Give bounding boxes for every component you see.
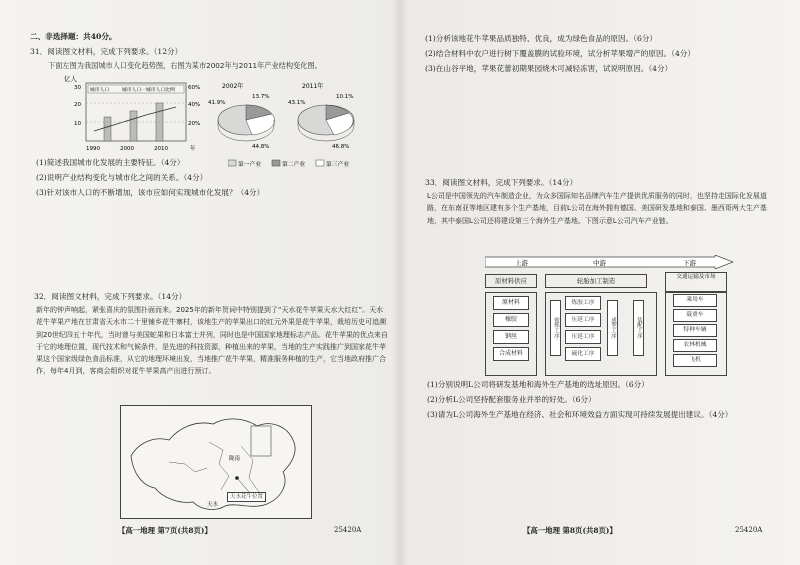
q31-sub1: (1)简述我国城市化发展的主要特征。（4分） bbox=[36, 158, 185, 167]
q31-stem: 31．阅读图文材料，完成下列要求。（12分） bbox=[30, 47, 183, 56]
svg-text:中游: 中游 bbox=[593, 259, 606, 267]
q32-paragraph: 新年的钟声响起，紧张喜庆的氛围扑面而来。2025年的新年贺词中特别提到了“天水花牛苹果天水大红红”。天水花牛苹果产地在甘肃省天水市二十里铺乡花牛寨村，该地生产的苹果出口的红元外果是花牛苹果，栽培历史可追溯到20世纪四五十年代，当时曾与美国蛇果和日本富士并列，同时也是中国国家地理标志产品。花牛苹果的优点来自于它的地理位置，现代技术和气候条件，是先进的科技资源，种植出来的苹果，当地的生产实践推广到国家花牛苹果这个国家级绿色食品标准，从它的地理环境出发，当地推广花牛苹果，精准服务种植的生产，它当地政府推广合作，每年4月到，客商会组织对花牛苹果高产出进行预订。 bbox=[36, 306, 388, 376]
material-item: 原材料 bbox=[493, 296, 529, 310]
process-item: 压延工序 bbox=[565, 313, 601, 327]
market-item: 飞机 bbox=[673, 354, 717, 367]
side-process: 装配工序 bbox=[633, 300, 644, 356]
svg-text:40%: 40% bbox=[188, 102, 201, 108]
side-process: 密炼工序 bbox=[550, 300, 561, 356]
supply-chain-arrow bbox=[485, 255, 735, 269]
svg-text:10: 10 bbox=[74, 121, 81, 127]
svg-text:2011年: 2011年 bbox=[302, 83, 324, 90]
q32-sub1: (1)分析该地花牛苹果品质独特、优良，成为绿色食品的原因。（6分） bbox=[425, 34, 658, 43]
svg-text:陇南: 陇南 bbox=[229, 456, 241, 462]
svg-text:1990: 1990 bbox=[86, 146, 100, 152]
svg-text:第一产业: 第一产业 bbox=[238, 162, 262, 168]
footer-code-left: 25420A bbox=[334, 526, 362, 534]
q31-sub3: (3)针对该市人口的不断增加，该市应如何实现城市化发展？（4分） bbox=[36, 188, 265, 197]
svg-text:年: 年 bbox=[190, 146, 196, 152]
bar-1990 bbox=[104, 117, 111, 141]
col2-title: 轮胎加工制造 bbox=[545, 274, 647, 288]
svg-text:30: 30 bbox=[74, 85, 81, 91]
col3-title: 交通运输及市场 bbox=[665, 272, 727, 292]
footer-page8: 【高一地理 第8页(共8页)】 bbox=[523, 526, 617, 535]
urban-population-chart bbox=[64, 73, 209, 153]
svg-text:第三产业: 第三产业 bbox=[326, 162, 350, 168]
map-location-label: 天水花牛位置 bbox=[227, 492, 266, 502]
page-8 bbox=[405, 0, 795, 565]
market-item: 乘用车 bbox=[673, 294, 717, 307]
q33-stem: 33．阅读图文材料，完成下列要求。（14分） bbox=[425, 178, 578, 187]
q32-stem: 32．阅读图文材料，完成下列要求。（14分） bbox=[34, 292, 187, 301]
footer-page7: 【高一地理 第7页(共8页)】 bbox=[118, 526, 212, 535]
material-item: 合成材料 bbox=[493, 347, 529, 361]
svg-text:城市人口一城市人口比例: 城市人口一城市人口比例 bbox=[122, 88, 175, 93]
pie-legend bbox=[228, 158, 368, 170]
footer-code-right: 25420A bbox=[735, 526, 763, 534]
q33-paragraph: L公司是中国领先的汽车制造企业，为众多国际知名品牌汽车生产提供优质服务的同时，也坚持走国际化发展道路，在东南亚等地区建有多个生产基地，目前L公司在海外拥有德国、美国研发基地和泰国、墨西哥两大生产基地，其中泰国L公司还将建设第三个海外生产基地。下图示意L公司汽车产业链。 bbox=[427, 192, 767, 225]
svg-text:10.1%: 10.1% bbox=[336, 94, 354, 100]
market-item: 农林机械 bbox=[673, 339, 717, 352]
svg-text:城市人口: 城市人口 bbox=[90, 88, 110, 93]
svg-text:46.8%: 46.8% bbox=[332, 144, 350, 150]
q31-sub2: (2)说明产业结构变化与城市化之间的关系。（4分） bbox=[36, 173, 208, 182]
section-title: 二、非选择题：共40分。 bbox=[30, 32, 117, 41]
svg-text:60%: 60% bbox=[188, 85, 201, 91]
q33-sub3: (3)请为L公司海外生产基地在经济、社会和环境效益方面实现可持续发展提出建议。（4分） bbox=[427, 410, 733, 419]
svg-text:41.9%: 41.9% bbox=[208, 100, 226, 106]
svg-text:44.8%: 44.8% bbox=[252, 144, 270, 150]
col1-title: 原材料供应 bbox=[485, 274, 537, 288]
svg-text:13.7%: 13.7% bbox=[252, 94, 270, 100]
market-item: 载重车 bbox=[673, 309, 717, 322]
process-item: 炼胶工序 bbox=[565, 296, 601, 310]
svg-text:上游: 上游 bbox=[515, 259, 528, 267]
svg-text:2002年: 2002年 bbox=[222, 83, 244, 90]
svg-text:20%: 20% bbox=[188, 121, 201, 127]
q32-sub2: (2)结合材料中农户进行树下覆盖膜的试验环境，试分析苹果增产的原因。（4分） bbox=[425, 49, 695, 58]
q33-sub2: (2)分析L公司坚持配套服务业并举的好处。（6分） bbox=[427, 395, 596, 404]
q32-sub3: (3)在山谷平地，苹果花蕾初期果园烧木可减轻冻害，试说明原因。（4分） bbox=[425, 64, 673, 73]
svg-text:2000: 2000 bbox=[120, 146, 134, 152]
material-item: 橡胶 bbox=[493, 313, 529, 327]
market-item: 特种车辆 bbox=[673, 324, 717, 337]
bar-2000 bbox=[130, 111, 137, 141]
industry-structure-pies bbox=[208, 80, 368, 158]
q31-intro: 下面左图为我国城市人口变化趋势图，右图为某市2002年与2011年产业结构变化图。 bbox=[48, 61, 322, 70]
svg-text:第二产业: 第二产业 bbox=[282, 162, 306, 168]
material-item: 钢丝 bbox=[493, 330, 529, 344]
side-process: 成型工序 bbox=[607, 300, 618, 356]
china-map bbox=[121, 406, 311, 518]
svg-text:43.1%: 43.1% bbox=[288, 100, 306, 106]
svg-text:天水: 天水 bbox=[207, 502, 219, 508]
page-7 bbox=[0, 0, 390, 565]
svg-text:下游: 下游 bbox=[683, 259, 696, 267]
china-map-frame bbox=[120, 405, 312, 519]
svg-text:2010: 2010 bbox=[154, 146, 168, 152]
process-item: 压延工序 bbox=[565, 330, 601, 344]
process-item: 硫化工序 bbox=[565, 347, 601, 361]
svg-text:20: 20 bbox=[74, 102, 81, 108]
q33-sub1: (1)分别说明L公司将研发基地和海外生产基地的选址原因。（6分） bbox=[427, 380, 649, 389]
y-unit: 亿人 bbox=[64, 75, 77, 83]
